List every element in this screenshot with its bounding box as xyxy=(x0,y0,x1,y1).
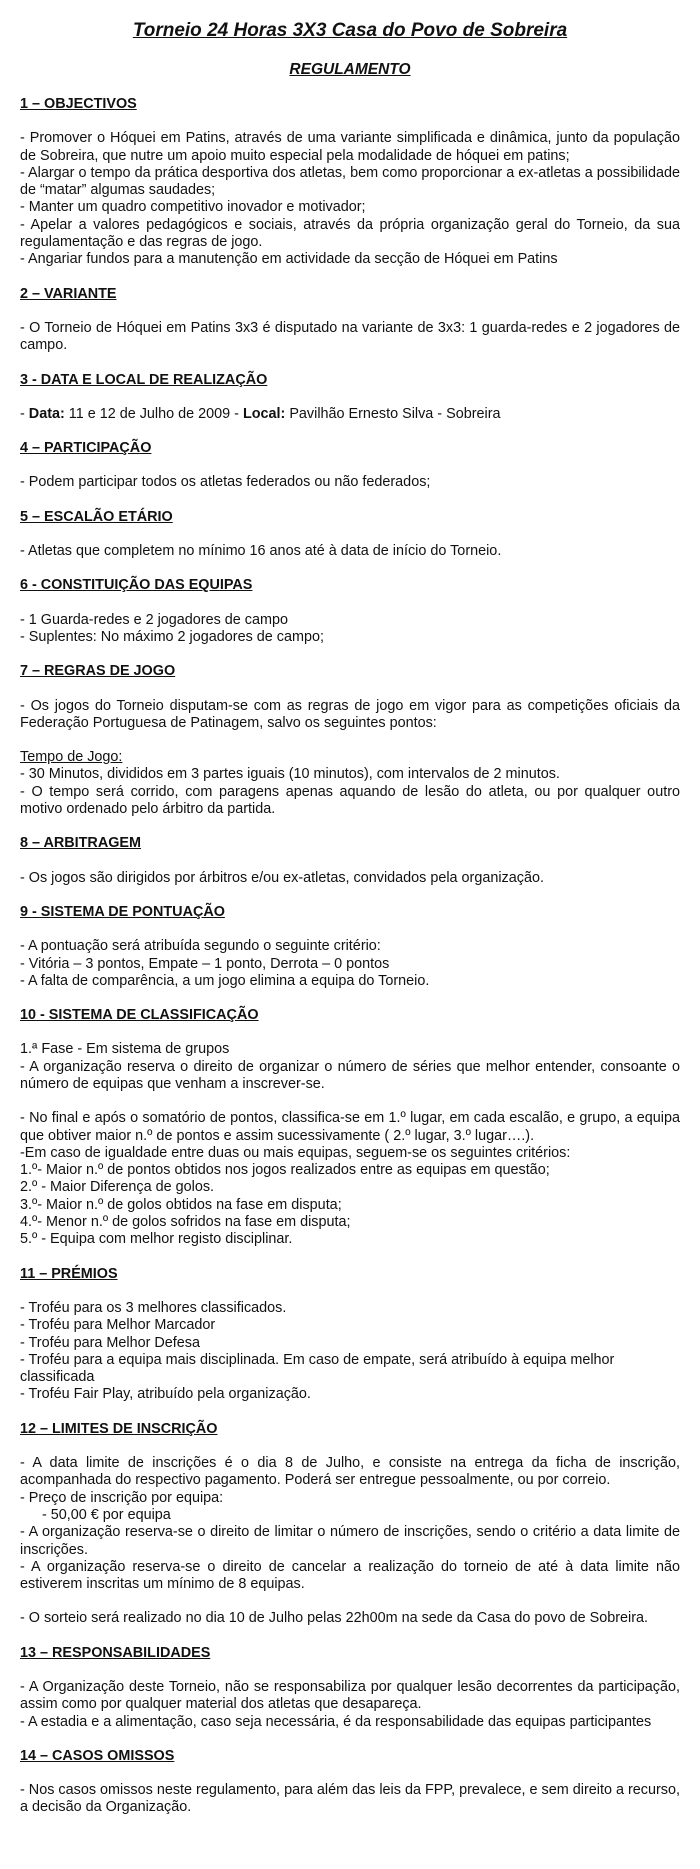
section-objectivos xyxy=(20,96,680,269)
location-value: Pavilhão Ernesto Silva - Sobreira xyxy=(285,405,501,422)
section-heading: 3 - DATA E LOCAL DE REALIZAÇÃO xyxy=(20,371,268,388)
section-heading: 10 - SISTEMA DE CLASSIFICAÇÃO xyxy=(20,1007,259,1024)
section-heading: 14 – CASOS OMISSOS xyxy=(20,1747,175,1764)
section-heading: 8 – ARBITRAGEM xyxy=(20,835,141,852)
section-heading: 5 – ESCALÃO ETÁRIO xyxy=(20,508,173,525)
document-subtitle: REGULAMENTO xyxy=(289,61,411,78)
criterion-item: 2.º - Maior Diferença de golos. xyxy=(20,1179,215,1196)
section-premios xyxy=(20,1266,680,1404)
criterion-item: 4.º- Menor n.º de golos sofridos na fase em disputa; xyxy=(20,1214,351,1231)
section-escalao-etario xyxy=(20,509,680,561)
section-variante xyxy=(20,286,680,355)
paragraph: - Vitória – 3 pontos, Empate – 1 ponto, Derrota – 0 pontos xyxy=(20,955,390,972)
paragraph: 1.ª Fase - Em sistema de grupos xyxy=(20,1041,230,1058)
date-label: Data: xyxy=(28,405,65,422)
section-heading: 2 – VARIANTE xyxy=(20,285,117,302)
location-label: Local: xyxy=(242,405,286,422)
paragraph: - Angariar fundos para a manutenção em actividade da secção de Hóquei em Patins xyxy=(20,251,558,268)
line-prefix: - xyxy=(20,405,29,422)
paragraph: - Os jogos são dirigidos por árbitros e/ou ex-atletas, convidados pela organização. xyxy=(20,869,544,886)
paragraph: - No final e após o somatório de pontos, classifica-se em 1.º lugar, em cada escalão, e grupo, a equipa que obtiver maior n.º de pontos e assim sucessivamente ( 2.º lugar, 3.º lugar….). xyxy=(20,1110,680,1144)
paragraph: - Troféu para Melhor Marcador xyxy=(20,1317,216,1334)
paragraph: - Podem participar todos os atletas federados ou não federados; xyxy=(20,474,431,491)
paragraph: - A pontuação será atribuída segundo o seguinte critério: xyxy=(20,938,381,955)
section-limites-inscricao xyxy=(20,1421,680,1628)
criterion-item: 1.º- Maior n.º de pontos obtidos nos jogos realizados entre as equipas em questão; xyxy=(20,1162,550,1179)
section-heading: 11 – PRÉMIOS xyxy=(20,1265,118,1282)
paragraph: - A data limite de inscrições é o dia 8 de Julho, e consiste na entrega da ficha de inscrição, acompanhada do respectivo pagamento. Poderá ser entregue pessoalmente, ou por correio. xyxy=(20,1455,680,1489)
date-location-line xyxy=(20,406,680,423)
paragraph: - A falta de comparência, a um jogo elimina a equipa do Torneio. xyxy=(20,972,430,989)
paragraph: - Apelar a valores pedagógicos e sociais, através da própria organização geral do Torneio, da sua regulamentação e das regras de jogo. xyxy=(20,216,680,251)
section-sistema-classificacao xyxy=(20,1007,680,1249)
paragraph: - Preço de inscrição por equipa: xyxy=(20,1489,224,1506)
paragraph: - A estadia e a alimentação, caso seja necessária, é da responsabilidade das equipas participantes xyxy=(20,1713,652,1730)
section-heading: 1 – OBJECTIVOS xyxy=(20,96,137,112)
paragraph: - Os jogos do Torneio disputam-se com as regras de jogo em vigor para as competições oficiais da Federação Portuguesa de Patinagem, salvo os seguintes pontos: xyxy=(20,697,680,731)
paragraph: - 30 Minutos, divididos em 3 partes iguais (10 minutos), com intervalos de 2 minutos. xyxy=(20,766,560,783)
paragraph: - O Torneio de Hóquei em Patins 3x3 é disputado na variante de 3x3: 1 guarda-redes e 2 jogadores de campo. xyxy=(20,319,680,354)
paragraph: - Alargar o tempo da prática desportiva dos atletas, bem como proporcionar a ex-atletas a possibilidade de “matar” algumas saudades; xyxy=(20,164,680,199)
paragraph: - O tempo será corrido, com paragens apenas aquando de lesão do atleta, ou por qualquer outro motivo ordenado pelo árbitro da partida. xyxy=(20,783,680,818)
section-casos-omissos xyxy=(20,1748,680,1817)
paragraph: - A organização reserva o direito de organizar o número de séries que melhor entender, consoante o número de equipas que venham a inscrever-se. xyxy=(20,1058,680,1092)
date-value: 11 e 12 de Julho de 2009 - xyxy=(64,405,243,422)
section-arbitragem xyxy=(20,835,680,887)
section-heading: 6 - CONSTITUIÇÃO DAS EQUIPAS xyxy=(20,577,253,594)
section-heading: 7 – REGRAS DE JOGO xyxy=(20,663,176,680)
paragraph: - A Organização deste Torneio, não se responsabiliza por qualquer lesão decorrentes da participação, assim como por qualquer material dos atletas que desapareça. xyxy=(20,1679,680,1713)
paragraph: - Troféu Fair Play, atribuído pela organização. xyxy=(20,1386,311,1403)
paragraph: - 1 Guarda-redes e 2 jogadores de campo xyxy=(20,611,288,628)
criterion-item: 5.º - Equipa com melhor registo disciplinar. xyxy=(20,1231,293,1248)
paragraph: - A organização reserva-se o direito de limitar o número de inscrições, sendo o critério a data limite de inscrições. xyxy=(20,1524,680,1558)
section-responsabilidades xyxy=(20,1645,680,1731)
paragraph: - Troféu para a equipa mais disciplinada. Em caso de empate, será atribuído à equipa melhor classificada xyxy=(20,1351,615,1386)
section-heading: 4 – PARTICIPAÇÃO xyxy=(20,440,152,457)
section-participacao xyxy=(20,440,680,492)
paragraph: - Suplentes: No máximo 2 jogadores de campo; xyxy=(20,628,324,645)
section-heading: 9 - SISTEMA DE PONTUAÇÃO xyxy=(20,903,225,920)
paragraph: - Troféu para os 3 melhores classificados. xyxy=(20,1299,287,1316)
section-regras-de-jogo xyxy=(20,663,680,818)
paragraph: - Atletas que completem no mínimo 16 anos até à data de início do Torneio. xyxy=(20,543,502,560)
paragraph: - Nos casos omissos neste regulamento, para além das leis da FPP, prevalece, e sem direito a recurso, a decisão da Organização. xyxy=(20,1782,680,1816)
section-heading: 13 – RESPONSABILIDADES xyxy=(20,1644,211,1661)
criterion-item: 3.º- Maior n.º de golos obtidos na fase em disputa; xyxy=(20,1196,342,1213)
section-constituicao-equipas xyxy=(20,577,680,646)
paragraph: - Troféu para Melhor Defesa xyxy=(20,1334,200,1351)
paragraph: -Em caso de igualdade entre duas ou mais equipas, seguem-se os seguintes critérios: xyxy=(20,1144,571,1161)
game-time-label: Tempo de Jogo: xyxy=(20,749,123,766)
section-sistema-pontuacao xyxy=(20,904,680,990)
price-line: - 50,00 € por equipa xyxy=(42,1506,171,1523)
document-title: Torneio 24 Horas 3X3 Casa do Povo de Sobreira xyxy=(132,20,568,41)
paragraph: - O sorteio será realizado no dia 10 de Julho pelas 22h00m na sede da Casa do povo de Sobreira. xyxy=(20,1610,648,1627)
section-data-local xyxy=(20,372,680,424)
section-heading: 12 – LIMITES DE INSCRIÇÃO xyxy=(20,1420,218,1437)
paragraph: - A organização reserva-se o direito de cancelar a realização do torneio de até à data limite não estiverem inscritas um mínimo de 8 equipas. xyxy=(20,1558,680,1593)
paragraph: - Promover o Hóquei em Patins, através de uma variante simplificada e dinâmica, junto da população de Sobreira, que nutre um apoio muito especial pela modalidade de hóquei em patins; xyxy=(20,130,680,164)
paragraph: - Manter um quadro competitivo inovador e motivador; xyxy=(20,199,366,216)
